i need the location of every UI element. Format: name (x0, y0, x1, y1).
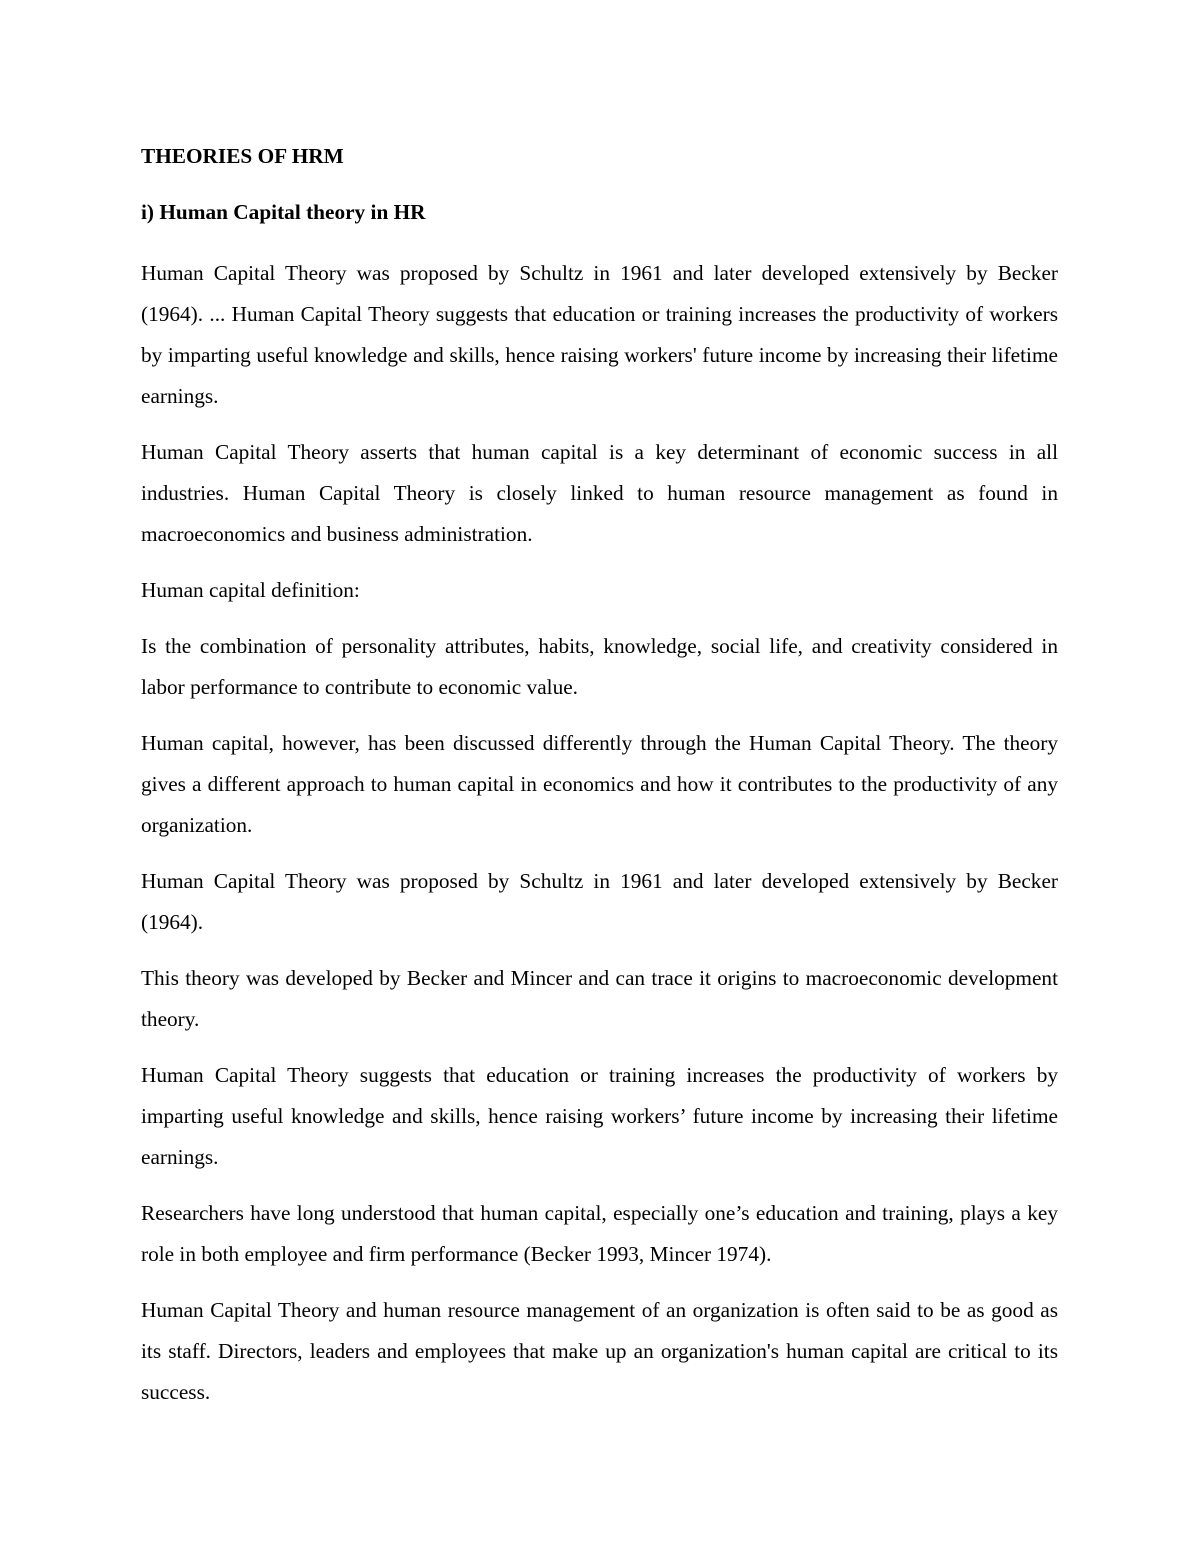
document-body (141, 138, 1058, 1428)
paragraph-9: Researchers have long understood that human capital, especially one’s education and training, plays a key role in both employee and firm performance (Becker 1993, Mincer 1974). (141, 1201, 1058, 1266)
paragraph-6: Human Capital Theory was proposed by Schultz in 1961 and later developed extensively by Becker (1964). (141, 869, 1058, 934)
document-title: THEORIES OF HRM (141, 144, 344, 168)
paragraph-4: Is the combination of personality attributes, habits, knowledge, social life, and creativity considered in labor performance to contribute to economic value. (141, 634, 1058, 699)
paragraph-7: This theory was developed by Becker and Mincer and can trace it origins to macroeconomic development theory. (141, 966, 1058, 1031)
paragraph-10: Human Capital Theory and human resource management of an organization is often said to be as good as its staff. Directors, leaders and employees that make up an organization's human capital are critical to its success. (141, 1298, 1058, 1404)
paragraph-1: Human Capital Theory was proposed by Schultz in 1961 and later developed extensively by Becker (1964). ... Human Capital Theory suggests that education or training increases the productivity of workers by imparting useful knowledge and skills, hence raising workers' future income by increasing their lifetime earnings. (141, 261, 1058, 408)
paragraph-3: Human capital definition: (141, 578, 360, 602)
paragraph-2: Human Capital Theory asserts that human capital is a key determinant of economic success in all industries. Human Capital Theory is closely linked to human resource management as found in macroeconomics and business administration. (141, 440, 1058, 546)
section-heading: i) Human Capital theory in HR (141, 200, 426, 224)
paragraph-8: Human Capital Theory suggests that education or training increases the productivity of workers by imparting useful knowledge and skills, hence raising workers’ future income by increasing their lifetime earnings. (141, 1063, 1058, 1169)
paragraph-5: Human capital, however, has been discussed differently through the Human Capital Theory. The theory gives a different approach to human capital in economics and how it contributes to the productivity of any organization. (141, 731, 1058, 837)
